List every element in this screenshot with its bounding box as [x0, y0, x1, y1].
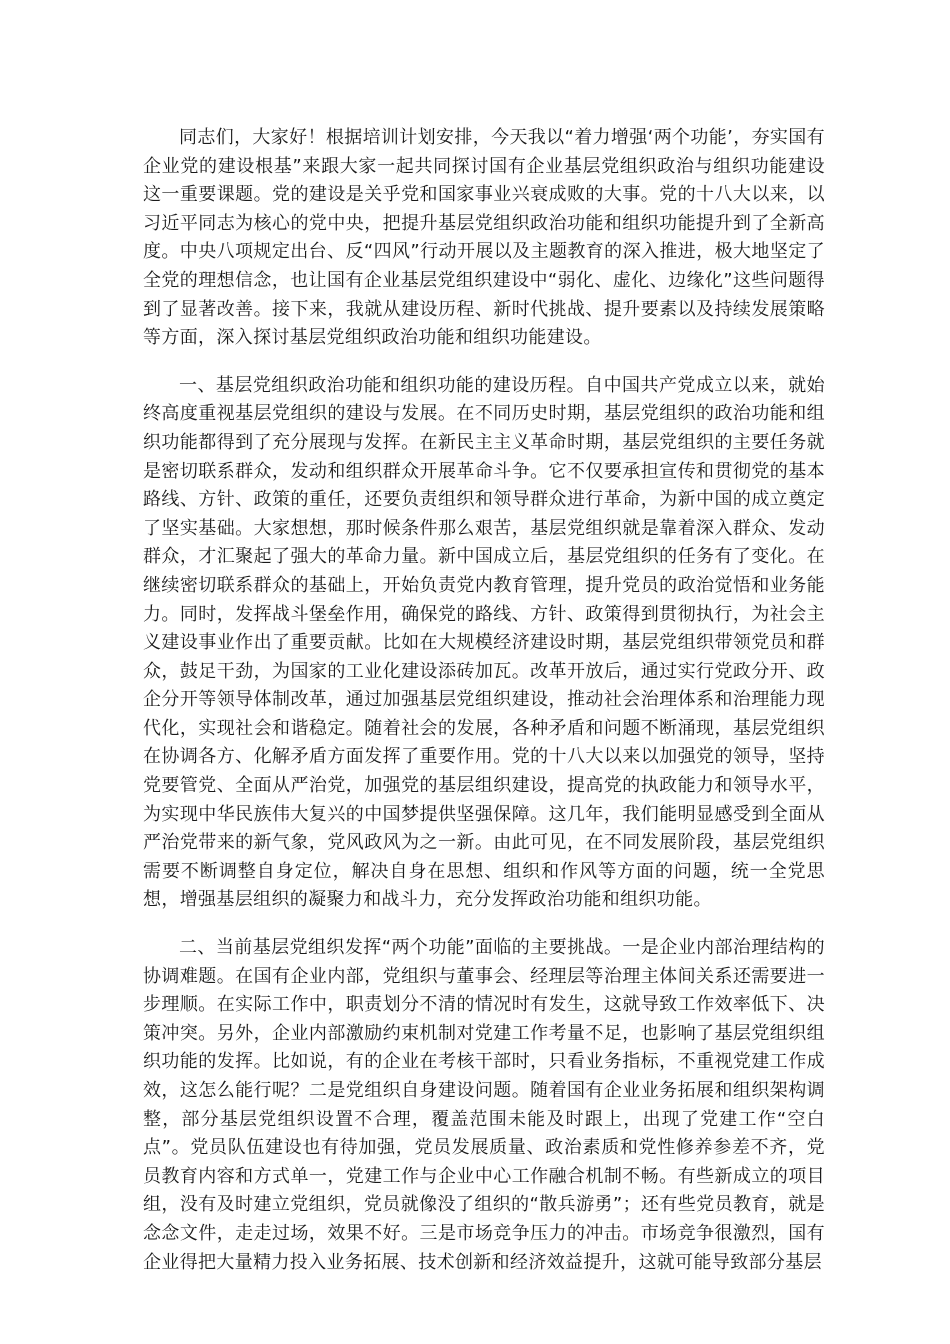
section-two-paragraph: 二、当前基层党组织发挥“两个功能”面临的主要挑战。一是企业内部治理结构的协调难题。在国有企业内部，党组织与董事会、经理层等治理主体间关系还需要进一步理顺。在实际工作中，职责划分不清的情况时有发生，这就导致工作效率低下、决策冲突。另外，企业内部激励约束机制对党建工作考量不足，也影响了基层党组织组织功能的发挥。比如说，有的企业在考核干部时，只看业务指标，不重视党建工作成效，这怎么能行呢？二是党组织自身建设问题。随着国有企业业务拓展和组织架构调整，部分基层党组织设置不合理，覆盖范围未能及时跟上，出现了党建工作“空白点”。党员队伍建设也有待加强，党员发展质量、政治素质和党性修养参差不齐，党员教育内容和方式单一，党建工作与企业中心工作融合机制不畅。有些新成立的项目组，没有及时建立党组织，党员就像没了组织的“散兵游勇”；还有些党员教育，就是念念文件，走走过场，效果不好。三是市场竞争压力的冲击。市场竞争很激烈，国有企业得把大量精力投入业务拓展、技术创新和经济效益提升，这就可能导致部分基层 — [143, 937, 825, 1273]
intro-paragraph: 同志们，大家好！根据培训计划安排，今天我以“着力增强‘两个功能’，夯实国有企业党的建设根基”来跟大家一起共同探讨国有企业基层党组织政治与组织功能建设这一重要课题。党的建设是关乎党和国家事业兴衰成败的大事。党的十八大以来，以习近平同志为核心的党中央，把提升基层党组织政治功能和组织功能提升到了全新高度。中央八项规定出台、反“四风”行动开展以及主题教育的深入推进，极大地坚定了全党的理想信念，也让国有企业基层党组织建设中“弱化、虚化、边缘化”这些问题得到了显著改善。接下来，我就从建设历程、新时代挑战、提升要素以及持续发展策略等方面，深入探讨基层党组织政治功能和组织功能建设。 — [143, 127, 825, 349]
section-one-paragraph: 一、基层党组织政治功能和组织功能的建设历程。自中国共产党成立以来，就始终高度重视基层党组织的建设与发展。在不同历史时期，基层党组织的政治功能和组织功能都得到了充分展现与发挥。在新民主主义革命时期，基层党组织的主要任务就是密切联系群众，发动和组织群众开展革命斗争。它不仅要承担宣传和贯彻党的基本路线、方针、政策的重任，还要负责组织和领导群众进行革命，为新中国的成立奠定了坚实基础。大家想想，那时候条件那么艰苦，基层党组织就是靠着深入群众、发动群众，才汇聚起了强大的革命力量。新中国成立后，基层党组织的任务有了变化。在继续密切联系群众的基础上，开始负责党内教育管理，提升党员的政治觉悟和业务能力。同时，发挥战斗堡垒作用，确保党的路线、方针、政策得到贯彻执行，为社会主义建设事业作出了重要贡献。比如在大规模经济建设时期，基层党组织带领党员和群众，鼓足干劲，为国家的工业化建设添砖加瓦。改革开放后，通过实行党政分开、政企分开等领导体制改革，通过加强基层党组织建设，推动社会治理体系和治理能力现代化，实现社会和谐稳定。随着社会的发展，各种矛盾和问题不断涌现，基层党组织在协调各方、化解矛盾方面发挥了重要作用。党的十八大以来以加强党的领导，坚持党要管党、全面从严治党，加强党的基层组织建设，提高党的执政能力和领导水平，为实现中华民族伟大复兴的中国梦提供坚强保障。这几年，我们能明显感受到全面从严治党带来的新气象，党风政风为之一新。由此可见，在不同发展阶段，基层党组织需要不断调整自身定位，解决自身在思想、组织和作风等方面的问题，统一全党思想，增强基层组织的凝聚力和战斗力，充分发挥政治功能和组织功能。 — [143, 374, 825, 911]
document-page — [143, 124, 825, 1296]
